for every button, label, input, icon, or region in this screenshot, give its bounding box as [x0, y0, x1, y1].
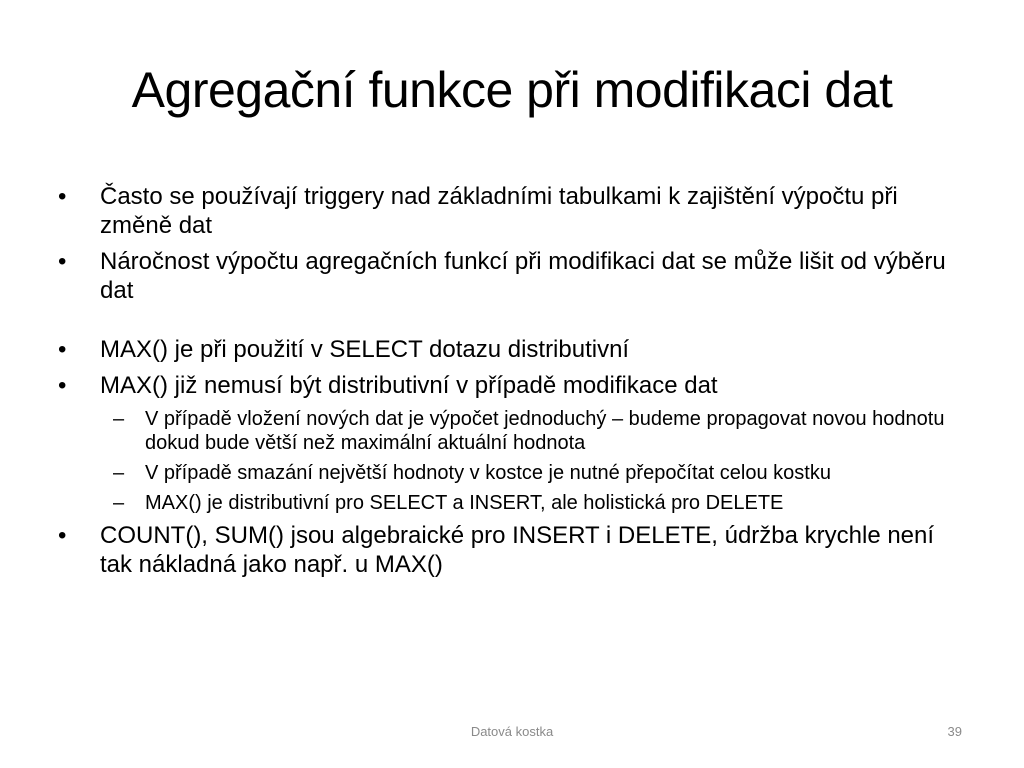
- bullet-text: COUNT(), SUM() jsou algebraické pro INSERT i DELETE, údržba krychle není tak nákladná jako např. u MAX(): [100, 522, 935, 578]
- bullet-text: MAX() je při použití v SELECT dotazu distributivní: [100, 336, 630, 363]
- bullet-text: Často se používají triggery nad základními tabulkami k zajištění výpočtu při změně dat: [100, 183, 898, 239]
- slide-title: Agregační funkce při modifikaci dat: [131, 62, 893, 118]
- sub-bullet-item: [58, 491, 963, 515]
- bullet-text: Náročnost výpočtu agregačních funkcí při modifikaci dat se může lišit od výběru dat: [100, 248, 946, 304]
- bullet-icon: •: [58, 248, 67, 275]
- sub-bullet-text: V případě vložení nových dat je výpočet jednoduchý – budeme propagovat novou hodnotu dokud bude větší než maximální aktuální hodnota: [145, 408, 945, 454]
- bullet-icon: •: [58, 336, 67, 363]
- bullet-item: [58, 371, 963, 400]
- page-number: 39: [947, 724, 962, 739]
- bullet-item: [58, 247, 963, 305]
- bullet-item: [58, 335, 963, 364]
- sub-bullet-item: [58, 461, 963, 485]
- sub-bullet-item: [58, 407, 963, 455]
- bullet-text: MAX() již nemusí být distributivní v případě modifikace dat: [100, 372, 718, 399]
- dash-icon: –: [113, 408, 125, 430]
- bullet-icon: •: [58, 372, 67, 399]
- dash-icon: –: [113, 462, 125, 484]
- dash-icon: –: [113, 492, 125, 514]
- bullet-list: [58, 182, 963, 586]
- footer-label: Datová kostka: [470, 724, 554, 739]
- bullet-icon: •: [58, 183, 67, 210]
- bullet-item: [58, 182, 963, 240]
- sub-bullet-text: V případě smazání největší hodnoty v kostce je nutné přepočítat celou kostku: [145, 462, 831, 484]
- bullet-icon: •: [58, 522, 67, 549]
- sub-bullet-text: MAX() je distributivní pro SELECT a INSERT, ale holistická pro DELETE: [145, 492, 784, 514]
- bullet-item: [58, 521, 963, 579]
